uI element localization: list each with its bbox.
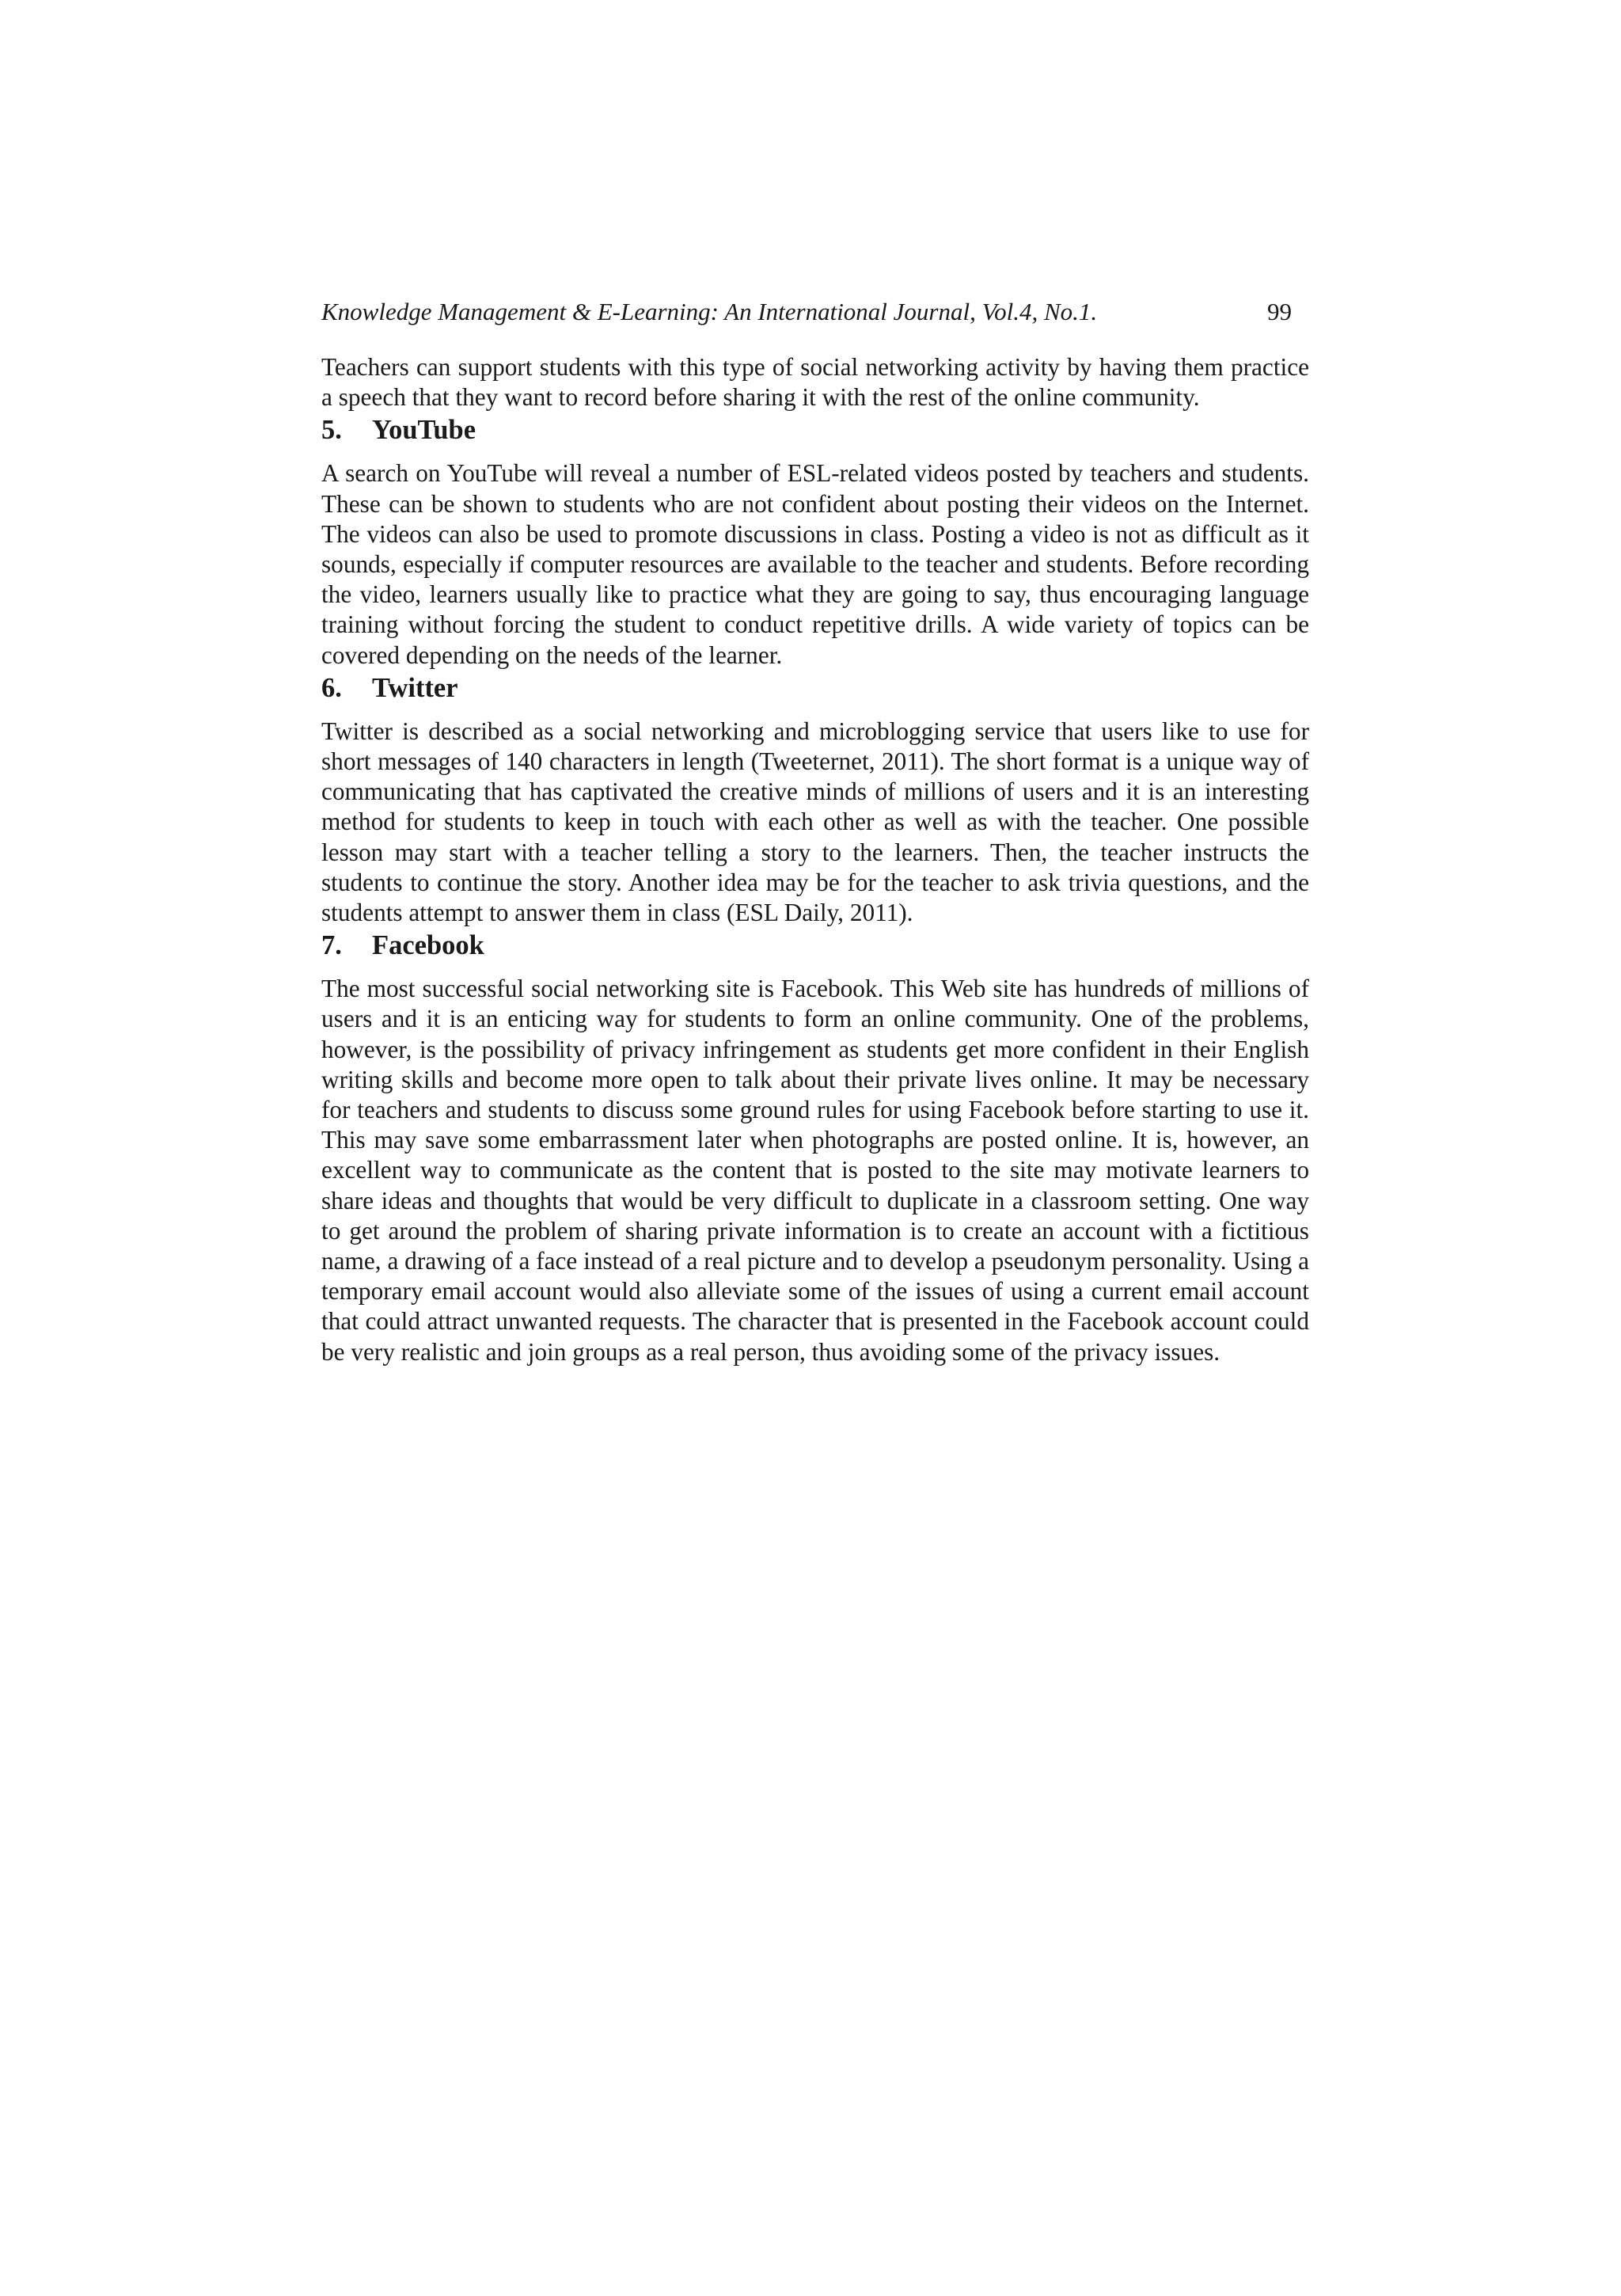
section-youtube: [321, 412, 1309, 670]
section-title: Twitter: [372, 672, 458, 703]
page-number: 99: [1267, 298, 1292, 325]
journal-title: Knowledge Management & E-Learning: An International Journal, Vol.4, No.1.: [321, 298, 1098, 325]
section-title: Facebook: [372, 930, 484, 961]
section-number: 7.: [321, 930, 342, 961]
section-title: YouTube: [372, 415, 476, 446]
section-number: 5.: [321, 415, 342, 446]
running-header: [321, 295, 1309, 329]
section-facebook: [321, 928, 1309, 1367]
section-heading-facebook: [321, 928, 1309, 963]
section-number: 6.: [321, 672, 342, 703]
section-heading-youtube: [321, 412, 1309, 447]
section-paragraph-facebook: The most successful social networking site is Facebook. This Web site has hundreds of millions of users and it is an enticing way for students to form an online community. One of the problems, however, is the possibility of privacy infringement as students get more confident in their English writing skills and become more open to talk about their private lives online. It may be necessary for teachers and students to discuss some ground rules for using Facebook before starting to use it. This may save some embarrassment later when photographs are posted online. It is, however, an excellent way to communicate as the content that is posted to the site may motivate learners to share ideas and thoughts that would be very difficult to duplicate in a classroom setting. One way to get around the problem of sharing private information is to create an account with a fictitious name, a drawing of a face instead of a real picture and to develop a pseudonym personality. Using a temporary email account would also alleviate some of the issues of using a current email account that could attract unwanted requests. The character that is presented in the Facebook account could be very realistic and join groups as a real person, thus avoiding some of the privacy issues.: [321, 975, 1309, 1366]
section-heading-twitter: [321, 671, 1309, 705]
paper-page: [321, 295, 1309, 1367]
section-twitter: [321, 671, 1309, 928]
section-paragraph-youtube: A search on YouTube will reveal a number of ESL-related videos posted by teachers and students. These can be shown to students who are not confident about posting their videos on the Internet. The videos can also be used to promote discussions in class. Posting a video is not as difficult as it sounds, especially if computer resources are available to the teacher and students. Before recording the video, learners usually like to practice what they are going to say, thus encouraging language training without forcing the student to conduct repetitive drills. A wide variety of topics can be covered depending on the needs of the learner.: [321, 459, 1309, 669]
section-paragraph-twitter: Twitter is described as a social networking and microblogging service that users like to use for short messages of 140 characters in length (Tweeternet, 2011). The short format is a unique way of communicating that has captivated the creative minds of millions of users and it is an interesting method for students to keep in touch with each other as well as with the teacher. One possible lesson may start with a teacher telling a story to the learners. Then, the teacher instructs the students to continue the story. Another idea may be for the teacher to ask trivia questions, and the students attempt to answer them in class (ESL Daily, 2011).: [321, 717, 1309, 927]
intro-paragraph: Teachers can support students with this type of social networking activity by having them practice a speech that they want to record before sharing it with the rest of the online community.: [321, 353, 1309, 412]
